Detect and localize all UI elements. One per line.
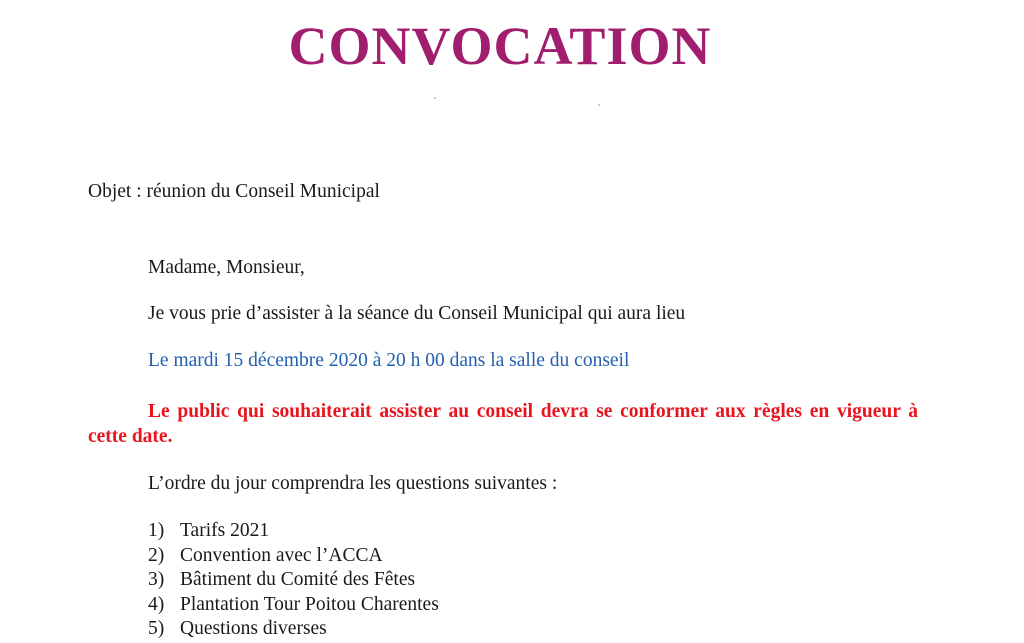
list-item	[148, 519, 439, 544]
list-item-label: Convention avec l’ACCA	[180, 544, 383, 566]
greeting: Madame, Monsieur,	[148, 257, 305, 278]
list-item-label: Plantation Tour Poitou Charentes	[180, 593, 439, 615]
meeting-date-line: Le mardi 15 décembre 2020 à 20 h 00 dans la salle du conseil	[148, 350, 630, 371]
list-item-number: 2)	[148, 544, 165, 566]
list-item-label: Bâtiment du Comité des Fêtes	[180, 569, 416, 590]
list-item-number: 3)	[148, 569, 165, 590]
list-item	[148, 593, 439, 618]
document-title: CONVOCATION	[288, 16, 712, 76]
agenda-list	[148, 519, 439, 642]
subject-line: Objet : réunion du Conseil Municipal	[88, 181, 380, 202]
list-item	[148, 544, 439, 569]
scan-speck	[598, 104, 600, 106]
intro-paragraph: Je vous prie d’assister à la séance du Conseil Municipal qui aura lieu	[148, 303, 686, 324]
list-item-label: Questions diverses	[180, 618, 327, 639]
scan-speck	[434, 97, 436, 99]
list-item-number: 1)	[148, 520, 165, 541]
list-item-number: 5)	[148, 618, 165, 639]
list-item-number: 4)	[148, 593, 165, 615]
public-notice: Le public qui souhaiterait assister au conseil devra se conformer aux règles en vigueur à cette date.	[88, 401, 918, 447]
list-item	[148, 617, 439, 642]
list-item-label: Tarifs 2021	[180, 520, 270, 541]
list-item	[148, 568, 439, 593]
agenda-intro: L’ordre du jour comprendra les questions suivantes :	[148, 473, 558, 494]
